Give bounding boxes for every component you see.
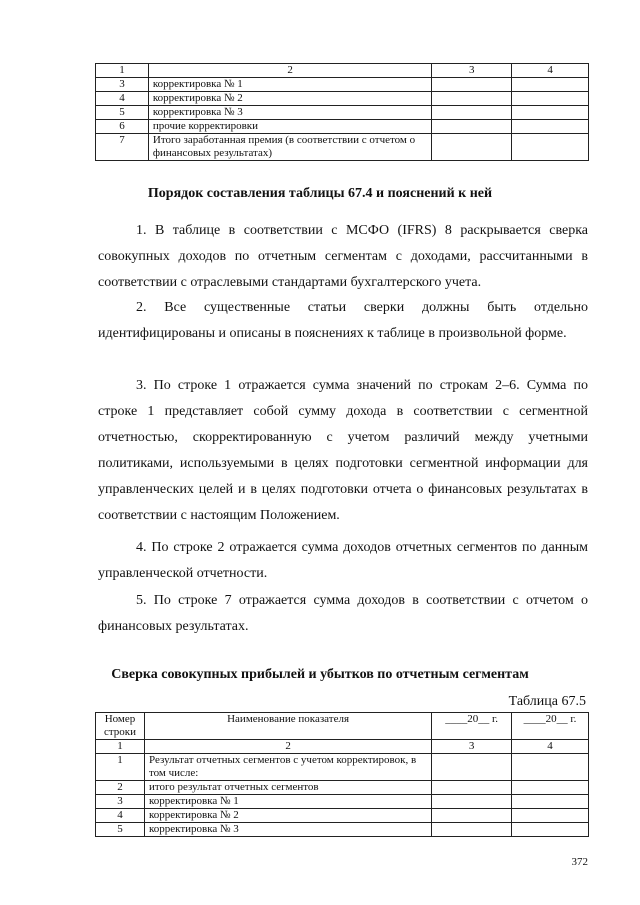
value-cell [512, 781, 589, 795]
value-cell [432, 754, 512, 781]
table-row [96, 823, 589, 837]
header-cell: 3 [432, 64, 512, 78]
table-label: Таблица 67.5 [508, 694, 586, 709]
value-cell [432, 92, 512, 106]
row-name: итого результат отчетных сегментов [144, 781, 431, 795]
row-name: корректировка № 1 [144, 795, 431, 809]
table-row [96, 754, 589, 781]
header-period: ____20__ г. [512, 713, 589, 740]
value-cell [432, 134, 512, 161]
column-numbers-row [96, 740, 589, 754]
header-period: ____20__ г. [432, 713, 512, 740]
row-name: Итого заработанная премия (в соответствии с отчетом о финансовых результатах) [148, 134, 431, 161]
value-cell [432, 106, 512, 120]
row-number: 5 [96, 106, 149, 120]
value-cell [512, 92, 589, 106]
table-67-4-continuation [95, 63, 589, 161]
column-number: 4 [512, 740, 589, 754]
value-cell [512, 134, 589, 161]
value-cell [512, 795, 589, 809]
row-name: корректировка № 1 [148, 78, 431, 92]
page-number: 372 [571, 856, 588, 868]
section-heading: Порядок составления таблицы 67.4 и пояснений к ней [147, 186, 493, 201]
row-number: 1 [96, 754, 145, 781]
row-name: прочие корректировки [148, 120, 431, 134]
paragraph: 5. По строке 7 отражается сумма доходов в соответствии с отчетом о финансовых результатах. [98, 593, 588, 634]
row-number: 6 [96, 120, 149, 134]
row-name: Результат отчетных сегментов с учетом корректировок, в том числе: [144, 754, 431, 781]
row-number: 3 [96, 78, 149, 92]
row-number: 4 [96, 809, 145, 823]
table-header-row [96, 713, 589, 740]
value-cell [432, 809, 512, 823]
value-cell [432, 823, 512, 837]
table-row [96, 781, 589, 795]
header-cell: 2 [148, 64, 431, 78]
table-row [96, 92, 589, 106]
row-number: 4 [96, 92, 149, 106]
header-cell: 1 [96, 64, 149, 78]
value-cell [512, 120, 589, 134]
value-cell [432, 795, 512, 809]
value-cell [432, 781, 512, 795]
column-number: 2 [144, 740, 431, 754]
table-row [96, 106, 589, 120]
table-row [96, 120, 589, 134]
row-number: 5 [96, 823, 145, 837]
table-title: Сверка совокупных прибылей и убытков по отчетным сегментам [111, 667, 529, 682]
row-name: корректировка № 2 [144, 809, 431, 823]
header-number: Номер строки [96, 713, 145, 740]
header-name: Наименование показателя [144, 713, 431, 740]
table-row [96, 809, 589, 823]
column-number: 3 [432, 740, 512, 754]
value-cell [512, 754, 589, 781]
column-number: 1 [96, 740, 145, 754]
table-row [96, 78, 589, 92]
table-67-5 [95, 712, 589, 837]
paragraph: 3. По строке 1 отражается сумма значений по строкам 2–6. Сумма по строке 1 представляет собой сумму дохода в соответствии с сегментной отчетностью, скорректированную с учетом различий между учетными политиками, используемыми в целях подготовки сегментной информации для управленческих целей и в целях подготовки отчета о финансовых результатах в соответствии с настоящим Положением. [98, 378, 588, 523]
paragraph: 2. Все существенные статьи сверки должны быть отдельно идентифицированы и описаны в пояснениях к таблице в произвольной форме. [98, 300, 588, 341]
value-cell [512, 809, 589, 823]
value-cell [512, 78, 589, 92]
value-cell [512, 823, 589, 837]
row-number: 2 [96, 781, 145, 795]
row-name: корректировка № 2 [148, 92, 431, 106]
row-name: корректировка № 3 [144, 823, 431, 837]
value-cell [432, 120, 512, 134]
row-number: 7 [96, 134, 149, 161]
header-cell: 4 [512, 64, 589, 78]
paragraph: 4. По строке 2 отражается сумма доходов отчетных сегментов по данным управленческой отчетности. [98, 540, 588, 581]
table-row [96, 134, 589, 161]
value-cell [432, 78, 512, 92]
table-header-row [96, 64, 589, 78]
paragraph: 1. В таблице в соответствии с МСФО (IFRS) 8 раскрывается сверка совокупных доходов по отчетным сегментам с доходами, рассчитанными в соответствии с отраслевыми стандартами бухгалтерского учета. [98, 223, 588, 290]
table-row [96, 795, 589, 809]
row-number: 3 [96, 795, 145, 809]
row-name: корректировка № 3 [148, 106, 431, 120]
value-cell [512, 106, 589, 120]
